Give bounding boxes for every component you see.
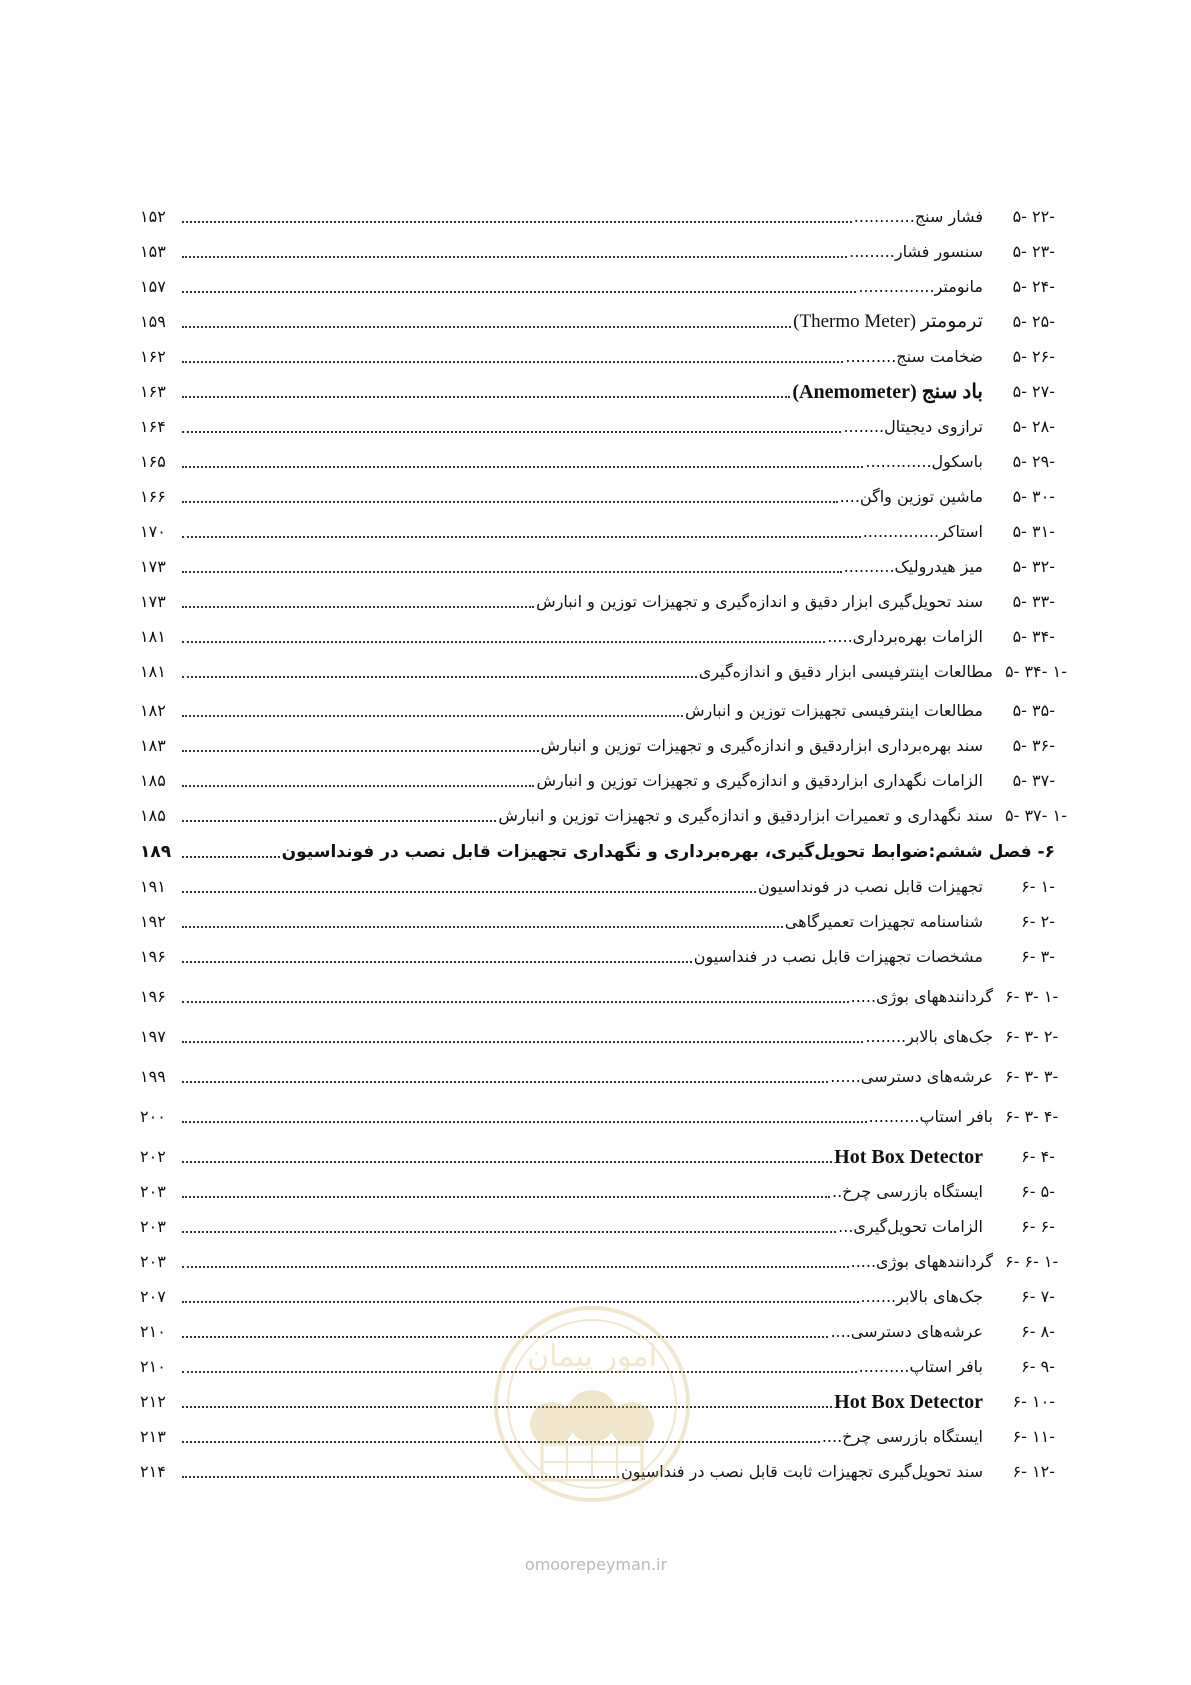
toc-entry-number: ۵- ۳۳- [1012, 592, 1055, 611]
toc-entry-number: ۵- ۲۶- [1012, 347, 1055, 366]
toc-entry[interactable] [140, 903, 1055, 933]
toc-entry-title: Hot Box Detector [834, 1146, 983, 1168]
toc-entry-title: ایستگاه بازرسی چرخ.... [821, 1427, 983, 1446]
toc-entry-page-number: ۱۶۵ [140, 452, 166, 471]
toc-entry-number: ۶- ۲- [1021, 912, 1055, 931]
toc-entry-title: فشار سنج............ [853, 207, 983, 226]
dot-leader [182, 571, 842, 573]
toc-entry[interactable] [140, 653, 1067, 683]
toc-entry-page-number: ۱۵۷ [140, 277, 166, 296]
toc-entry-number: ۶- ۳- [1021, 947, 1055, 966]
toc-entry[interactable] [140, 478, 1055, 508]
toc-entry-page-number: ۲۰۰ [140, 1107, 166, 1126]
toc-entry-number: ۵- ۳۷- ۱- [1005, 806, 1067, 825]
toc-entry[interactable] [140, 727, 1055, 757]
toc-entry-page-number: ۱۹۱ [140, 877, 166, 896]
dot-leader [182, 606, 534, 608]
toc-chapter-heading[interactable] [140, 833, 1055, 863]
toc-entry-title: شناسنامه تجهیزات تعمیرگاهی [784, 912, 983, 931]
dot-leader [182, 856, 280, 858]
toc-entry-number: ۶- ۶- ۱- [1005, 1252, 1059, 1271]
toc-entry-number: ۶- ۶- [1021, 1217, 1055, 1236]
toc-entry-title: ترمومتر (Thermo Meter) [793, 311, 983, 332]
dot-leader [182, 1121, 867, 1123]
toc-entry[interactable] [140, 408, 1055, 438]
toc-entry[interactable] [140, 443, 1055, 473]
toc-entry-page-number: ۲۱۴ [140, 1462, 166, 1481]
dot-leader [182, 785, 534, 787]
toc-entry-title: مطالعات اینترفیسی ابزار دقیق و اندازه‌گیری [698, 662, 993, 681]
toc-entry[interactable] [140, 762, 1055, 792]
toc-entry-number: ۶- ۱۱- [1012, 1427, 1055, 1446]
toc-entry[interactable] [140, 233, 1055, 263]
toc-entry-title: مطالعات اینترفیسی تجهیزات توزین و انبارش [685, 701, 983, 720]
toc-entry-title: مانومتر............... [858, 277, 983, 296]
toc-entry[interactable] [140, 583, 1055, 613]
dot-leader [182, 715, 683, 717]
toc-entry-title: بافر استاپ.......... [858, 1357, 983, 1376]
toc-entry-number: ۶- ۳- ۱- [1005, 987, 1059, 1006]
dot-leader [182, 466, 863, 468]
toc-entry-number: ۵- ۲۵- [1012, 312, 1055, 331]
toc-entry-title: الزامات تحویل‌گیری... [838, 1217, 983, 1236]
toc-entry-title: میز هیدرولیک.......... [843, 557, 983, 576]
toc-entry[interactable] [140, 513, 1055, 543]
toc-entry[interactable] [140, 338, 1055, 368]
toc-entry-page-number: ۱۵۳ [140, 242, 166, 261]
dot-leader [182, 1161, 832, 1163]
toc-entry-number: ۶- ۱۲- [1012, 1462, 1055, 1481]
toc-entry-number: ۶- ۴- [1021, 1147, 1055, 1166]
dot-leader [182, 641, 825, 643]
toc-entry-page-number: ۱۹۹ [140, 1067, 166, 1086]
toc-entry-title: جک‌های بالابر....... [860, 1287, 983, 1306]
toc-entry-page-number: ۱۷۳ [140, 592, 166, 611]
toc-entry[interactable] [140, 1058, 1059, 1088]
toc-entry-page-number: ۱۵۹ [140, 312, 166, 331]
dot-leader [182, 961, 692, 963]
toc-entry-page-number: ۱۶۲ [140, 347, 166, 366]
toc-entry-title: گردانندههای بوژی..... [850, 1252, 993, 1271]
toc-entry-number: ۵- ۳۷- [1012, 771, 1055, 790]
toc-entry[interactable] [140, 198, 1055, 228]
toc-entry-title: مشخصات تجهیزات قابل نصب در فنداسیون [693, 947, 983, 966]
dot-leader [182, 1001, 849, 1003]
toc-entry-number: ۶- ۷- [1021, 1287, 1055, 1306]
toc-entry-number: ۵- ۳۱- [1012, 522, 1055, 541]
toc-entry-title: ماشین توزین واگن.... [839, 487, 983, 506]
toc-entry[interactable] [140, 868, 1055, 898]
toc-entry[interactable] [140, 268, 1055, 298]
toc-entry-title: ترازوی دیجیتال........ [843, 417, 983, 436]
toc-entry-title: باسکول............. [865, 452, 983, 471]
toc-entry-page-number: ۱۹۲ [140, 912, 166, 931]
toc-entry-number: ۶- ۳- ۳- [1005, 1067, 1059, 1086]
toc-entry-page-number: ۲۱۰ [140, 1357, 166, 1376]
watermark-stamp-logo [492, 1304, 692, 1504]
toc-entry-page-number: ۱۹۶ [140, 987, 166, 1006]
dot-leader [182, 1041, 863, 1043]
dot-leader [182, 1231, 836, 1233]
toc-entry-number: ۶- ۹- [1021, 1357, 1055, 1376]
toc-entry-title: ایستگاه بازرسی چرخ.. [831, 1182, 983, 1201]
toc-entry-title: گردانندههای بوژی..... [850, 987, 993, 1006]
toc-entry-page-number: ۱۷۳ [140, 557, 166, 576]
toc-entry-number: ۶- ۱- [1021, 877, 1055, 896]
toc-entry[interactable] [140, 303, 1055, 333]
toc-entry-number: ۵- ۲۳- [1012, 242, 1055, 261]
dot-leader [182, 256, 847, 258]
toc-entry[interactable] [140, 373, 1055, 403]
toc-entry-title: تجهیزات قابل نصب در فونداسیون [757, 877, 983, 896]
toc-entry-page-number: ۱۸۵ [140, 806, 166, 825]
toc-entry-page-number: ۲۰۳ [140, 1182, 166, 1201]
toc-entry[interactable] [140, 938, 1055, 968]
toc-entry-page-number: ۱۹۶ [140, 947, 166, 966]
dot-leader [182, 536, 861, 538]
dot-leader [182, 361, 843, 363]
toc-entry[interactable] [140, 1243, 1059, 1273]
toc-entry-number: ۶- ۸- [1021, 1322, 1055, 1341]
toc-entry-title: سند تحویل‌گیری ابزار دقیق و اندازه‌گیری و تجهیزات توزین و انبارش [536, 592, 983, 611]
dot-leader [182, 926, 783, 928]
toc-entry-number: ۵- ۲۸- [1012, 417, 1055, 436]
toc-entry-title: الزامات نگهداری ابزاردقیق و اندازه‌گیری و تجهیزات توزین و انبارش [536, 771, 983, 790]
toc-entry-title: سند نگهداری و تعمیرات ابزاردقیق و اندازه‌گیری و تجهیزات توزین و انبارش [498, 806, 993, 825]
toc-entry-title: عرشه‌های دسترسی...... [830, 1067, 993, 1086]
toc-entry-title: ۶- فصل ششم:ضوابط تحویل‌گیری، بهره‌برداری و نگهداری تجهیزات قابل نصب در فونداسیون [281, 842, 1055, 862]
toc-entry-page-number: ۱۸۵ [140, 771, 166, 790]
toc-entry-page-number: ۲۱۰ [140, 1322, 166, 1341]
toc-entry-title: سند بهره‌برداری ابزاردقیق و اندازه‌گیری و تجهیزات توزین و انبارش [540, 736, 983, 755]
toc-entry[interactable] [140, 692, 1055, 722]
toc-entry-page-number: ۲۱۳ [140, 1427, 166, 1446]
toc-entry-number: ۵- ۳۵- [1012, 701, 1055, 720]
toc-entry-page-number: ۲۱۲ [140, 1392, 166, 1411]
toc-entry[interactable] [140, 797, 1067, 827]
toc-entry-page-number: ۱۸۹ [140, 842, 172, 862]
toc-entry-page-number: ۱۸۱ [140, 627, 166, 646]
toc-entry-number: ۶- ۳- ۴- [1005, 1107, 1059, 1126]
dot-leader [182, 1081, 828, 1083]
dot-leader [182, 1196, 830, 1198]
toc-entry-page-number: ۱۶۳ [140, 382, 166, 401]
toc-entry-number: ۶- ۳- ۲- [1005, 1027, 1059, 1046]
toc-entry-page-number: ۱۸۱ [140, 662, 166, 681]
toc-entry-number: ۵- ۳۴- [1012, 627, 1055, 646]
toc-entry-title: عرشه‌های دسترسی.... [830, 1322, 983, 1341]
toc-entry-title: باد سنج (Anemometer) [792, 381, 983, 403]
dot-leader [182, 396, 790, 398]
dot-leader [182, 291, 856, 293]
toc-entry-title: جک‌های بالابر........ [865, 1027, 993, 1046]
toc-entry-page-number: ۱۶۶ [140, 487, 166, 506]
toc-entry-number: ۵- ۲۷- [1012, 382, 1055, 401]
toc-entry-title: استاکر............... [862, 522, 983, 541]
toc-entry-title: ضخامت سنج.......... [845, 347, 983, 366]
dot-leader [182, 431, 841, 433]
dot-leader [182, 820, 496, 822]
toc-entry-number: ۶- ۱۰- [1012, 1392, 1055, 1411]
toc-entry-page-number: ۱۵۲ [140, 207, 166, 226]
dot-leader [182, 326, 791, 328]
toc-entry-page-number: ۱۶۴ [140, 417, 166, 436]
toc-entry-number: ۵- ۲۲- [1012, 207, 1055, 226]
watermark-website: omoorepeyman.ir [524, 1555, 668, 1574]
toc-entry-number: ۵- ۳۲- [1012, 557, 1055, 576]
toc-entry-number: ۶- ۵- [1021, 1182, 1055, 1201]
toc-entry[interactable] [140, 1138, 1055, 1168]
toc-entry-page-number: ۱۸۳ [140, 736, 166, 755]
toc-entry-number: ۵- ۲۹- [1012, 452, 1055, 471]
toc-entry[interactable] [140, 1018, 1059, 1048]
toc-entry[interactable] [140, 1173, 1055, 1203]
toc-entry[interactable] [140, 618, 1055, 648]
toc-entry[interactable] [140, 548, 1055, 578]
toc-entry-page-number: ۲۰۳ [140, 1217, 166, 1236]
toc-entry-page-number: ۲۰۷ [140, 1287, 166, 1306]
toc-entry-page-number: ۱۷۰ [140, 522, 166, 541]
dot-leader [182, 1266, 849, 1268]
toc-entry-page-number: ۲۰۲ [140, 1147, 166, 1166]
toc-entry-number: ۵- ۲۴- [1012, 277, 1055, 296]
toc-entry-title: سنسور فشار......... [849, 242, 983, 261]
toc-entry-title: Hot Box Detector [834, 1391, 983, 1413]
dot-leader [182, 1301, 859, 1303]
toc-entry-number: ۵- ۳۰- [1012, 487, 1055, 506]
toc-entry-number: ۵- ۳۶- [1012, 736, 1055, 755]
toc-entry[interactable] [140, 978, 1059, 1008]
dot-leader [182, 221, 852, 223]
dot-leader [182, 891, 756, 893]
dot-leader [182, 676, 697, 678]
toc-entry-number: ۵- ۳۴- ۱- [1005, 662, 1067, 681]
toc-entry-page-number: ۱۹۷ [140, 1027, 166, 1046]
toc-entry-title: بافر استاپ.......... [868, 1107, 993, 1126]
dot-leader [182, 501, 838, 503]
toc-entry-page-number: ۱۸۲ [140, 701, 166, 720]
toc-entry-title: الزامات بهره‌برداری..... [827, 627, 983, 646]
dot-leader [182, 750, 539, 752]
toc-entry[interactable] [140, 1208, 1055, 1238]
toc-entry[interactable] [140, 1098, 1059, 1128]
svg-text:امور پیمان: امور پیمان [527, 1339, 657, 1374]
toc-entry-page-number: ۲۰۳ [140, 1252, 166, 1271]
toc-entry-title: سند تحویل‌گیری تجهیزات ثابت قابل نصب در فنداسیون [620, 1462, 983, 1481]
